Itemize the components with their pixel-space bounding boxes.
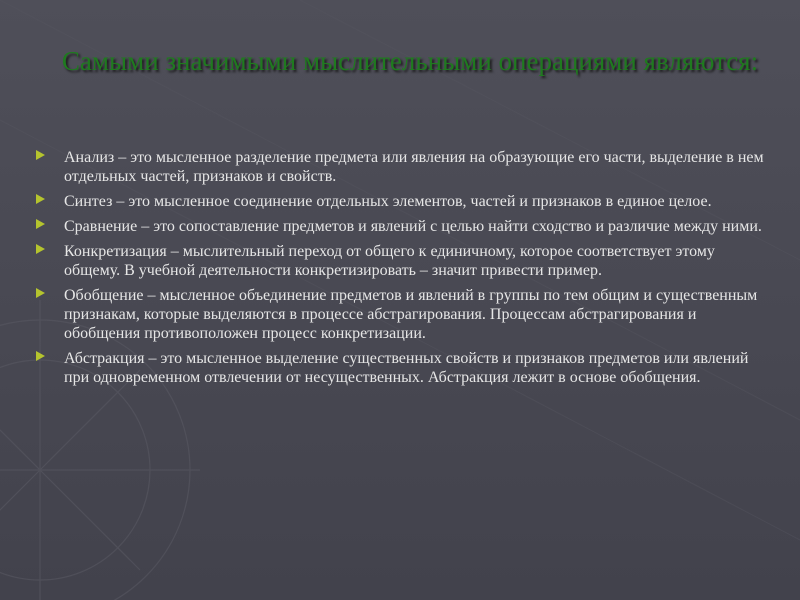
triangle-bullet-icon [36, 244, 45, 254]
bullet-text: Сравнение – это сопоставление предметов и явлений с целью найти сходство и различие между ними. [64, 218, 762, 235]
triangle-bullet-icon [36, 288, 45, 298]
bullet-text: Конкретизация – мыслительный переход от общего к единичному, которое соответствует этому общему. В учебной деятельности конкретизировать – значит привести пример. [64, 243, 715, 279]
list-item [36, 286, 766, 343]
slide-title: Самыми значимыми мыслительными операциями являются: [61, 46, 759, 76]
list-item [36, 349, 766, 387]
triangle-bullet-icon [36, 351, 45, 361]
bullet-list [36, 148, 766, 393]
triangle-bullet-icon [36, 150, 45, 160]
triangle-bullet-icon [36, 219, 45, 229]
list-item [36, 148, 766, 186]
list-item [36, 242, 766, 280]
list-item [36, 217, 766, 236]
bullet-text: Обобщение – мысленное объединение предметов и явлений в группы по тем общим и существенным признакам, которые выделяются в процессе абстрагирования. Процессам абстрагирования и обобщения противоположен процесс конкретизации. [64, 287, 758, 342]
bullet-text: Абстракция – это мысленное выделение существенных свойств и признаков предметов или явлений при одновременном отвлечении от несущественных. Абстракция лежит в основе обобщения. [64, 350, 749, 386]
bullet-text: Анализ – это мысленное разделение предмета или явления на образующие его части, выделение в нем отдельных частей, признаков и свойств. [64, 149, 764, 185]
triangle-bullet-icon [36, 194, 45, 204]
list-item [36, 192, 766, 211]
bullet-text: Синтез – это мысленное соединение отдельных элементов, частей и признаков в единое целое. [64, 193, 712, 210]
